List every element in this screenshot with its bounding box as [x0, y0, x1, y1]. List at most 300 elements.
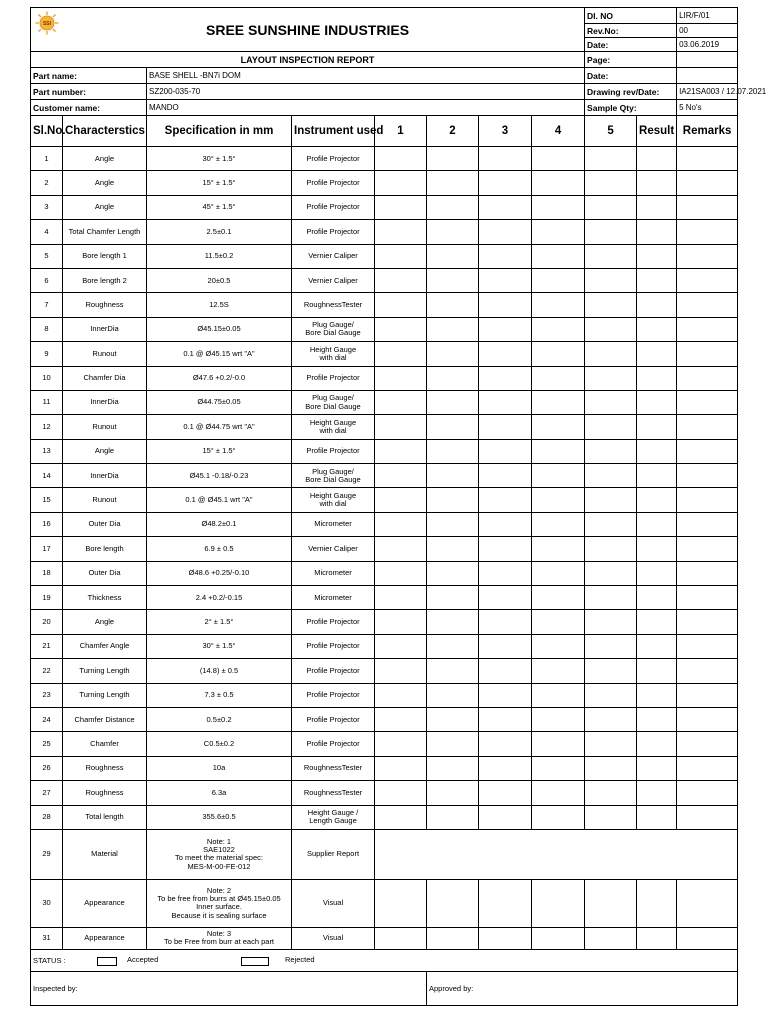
reading-cell[interactable]: [637, 707, 677, 731]
reading-cell[interactable]: [677, 244, 738, 268]
table-row: [31, 293, 738, 317]
reading-cell[interactable]: [532, 195, 585, 219]
table-row: [31, 659, 738, 683]
reading-cell[interactable]: [637, 634, 677, 658]
specification: 355.6±0.5: [147, 805, 292, 829]
reading-cell[interactable]: [427, 805, 479, 829]
characteristic: Roughness: [63, 756, 147, 780]
characteristic: Chamfer Dia: [63, 366, 147, 390]
reading-cell[interactable]: [479, 683, 532, 707]
part-value-1: SZ200-035-70: [147, 84, 585, 100]
specification: 0.1 @ Ø44.75 wrt "A": [147, 415, 292, 439]
part-label-1: Part number:: [31, 84, 147, 100]
specification: 2° ± 1.5°: [147, 610, 292, 634]
reading-cell[interactable]: [532, 220, 585, 244]
reading-cell[interactable]: [532, 268, 585, 292]
reading-cell[interactable]: [585, 561, 637, 585]
table-row: [31, 829, 738, 879]
reading-cell[interactable]: [637, 464, 677, 488]
reading-cell[interactable]: [585, 610, 637, 634]
specification: 6.9 ± 0.5: [147, 537, 292, 561]
reading-cell[interactable]: [585, 195, 637, 219]
reading-cell[interactable]: [427, 512, 479, 536]
reading-cell[interactable]: [677, 415, 738, 439]
specification: 6.3a: [147, 781, 292, 805]
reading-cell[interactable]: [637, 683, 677, 707]
reading-cell[interactable]: [479, 268, 532, 292]
reading-cell[interactable]: [532, 586, 585, 610]
sl-no: 19: [31, 586, 63, 610]
specification: 20±0.5: [147, 268, 292, 292]
sl-no: 6: [31, 268, 63, 292]
reading-cell[interactable]: [637, 439, 677, 463]
instrument: Profile Projector: [292, 610, 375, 634]
reading-cell[interactable]: [532, 683, 585, 707]
reading-cell[interactable]: [532, 927, 585, 949]
specification: 15° ± 1.5°: [147, 171, 292, 195]
reading-cell[interactable]: [637, 537, 677, 561]
instrument: Profile Projector: [292, 147, 375, 171]
reading-cell[interactable]: [479, 634, 532, 658]
reading-cell[interactable]: [375, 171, 427, 195]
reading-cell[interactable]: [585, 659, 637, 683]
reading-cell[interactable]: [427, 171, 479, 195]
reading-cell[interactable]: [637, 415, 677, 439]
table-row: [31, 561, 738, 585]
reading-cell[interactable]: [585, 732, 637, 756]
reading-cell[interactable]: [479, 561, 532, 585]
reading-cell[interactable]: [532, 610, 585, 634]
reading-cell[interactable]: [585, 683, 637, 707]
reading-cell[interactable]: [375, 781, 427, 805]
reading-cell[interactable]: [585, 805, 637, 829]
status-label: STATUS :: [33, 955, 66, 965]
reading-cell[interactable]: [427, 634, 479, 658]
reading-cell[interactable]: [479, 195, 532, 219]
reading-cell[interactable]: [479, 342, 532, 366]
reading-cell[interactable]: [427, 488, 479, 512]
specification: Note: 1 SAE1022 To meet the material spec: MES-M-00-FE-012: [147, 829, 292, 879]
reading-cell[interactable]: [375, 439, 427, 463]
doc-label-6: Sample Qty:: [585, 100, 677, 116]
reading-cell[interactable]: [427, 683, 479, 707]
reading-cell[interactable]: [585, 366, 637, 390]
reading-cell[interactable]: [375, 634, 427, 658]
reading-cell[interactable]: [677, 634, 738, 658]
reading-cell[interactable]: [532, 171, 585, 195]
reading-cell[interactable]: [637, 293, 677, 317]
reading-cell[interactable]: [427, 317, 479, 341]
reading-cell[interactable]: [532, 366, 585, 390]
reading-cell[interactable]: [427, 390, 479, 414]
table-row: [31, 756, 738, 780]
reading-cell[interactable]: [532, 879, 585, 927]
reading-cell[interactable]: [677, 293, 738, 317]
reading-cell[interactable]: [532, 147, 585, 171]
reading-cell[interactable]: [427, 244, 479, 268]
reading-cell[interactable]: [427, 561, 479, 585]
reading-cell[interactable]: [637, 366, 677, 390]
reading-cell[interactable]: [637, 732, 677, 756]
reading-cell[interactable]: [637, 342, 677, 366]
characteristic: Appearance: [63, 927, 147, 949]
sl-no: 13: [31, 439, 63, 463]
reading-cell[interactable]: [375, 366, 427, 390]
characteristic: Chamfer Distance: [63, 707, 147, 731]
reading-cell[interactable]: [479, 610, 532, 634]
instrument: Vernier Caliper: [292, 244, 375, 268]
reading-cell[interactable]: [585, 781, 637, 805]
reading-cell[interactable]: [532, 707, 585, 731]
table-row: [31, 488, 738, 512]
reading-cell[interactable]: [585, 342, 637, 366]
reading-cell[interactable]: [677, 512, 738, 536]
reading-cell[interactable]: [637, 195, 677, 219]
reading-cell[interactable]: [375, 683, 427, 707]
sl-no: 4: [31, 220, 63, 244]
reading-cell[interactable]: [585, 927, 637, 949]
specification: 0.1 @ Ø45.15 wrt "A": [147, 342, 292, 366]
characteristic: Runout: [63, 488, 147, 512]
reading-cell[interactable]: [427, 781, 479, 805]
reading-cell[interactable]: [375, 512, 427, 536]
svg-text:SSI: SSI: [42, 20, 52, 27]
specification: 11.5±0.2: [147, 244, 292, 268]
table-row: [31, 805, 738, 829]
reading-cell[interactable]: [532, 634, 585, 658]
reading-cell[interactable]: [427, 732, 479, 756]
characteristic: InnerDia: [63, 390, 147, 414]
reading-cell[interactable]: [479, 390, 532, 414]
reading-cell[interactable]: [375, 220, 427, 244]
characteristic: Appearance: [63, 879, 147, 927]
reading-cell[interactable]: [677, 781, 738, 805]
reading-cell[interactable]: [532, 561, 585, 585]
sl-no: 2: [31, 171, 63, 195]
reading-cell[interactable]: [375, 464, 427, 488]
reading-cell[interactable]: [585, 220, 637, 244]
doc-label-5: Drawing rev/Date:: [585, 84, 677, 100]
table-row: [31, 390, 738, 414]
reading-cell[interactable]: [677, 366, 738, 390]
characteristic: Outer Dia: [63, 561, 147, 585]
reading-cell[interactable]: [479, 537, 532, 561]
reading-cell[interactable]: [677, 732, 738, 756]
reading-cell[interactable]: [677, 683, 738, 707]
reading-cell[interactable]: [532, 805, 585, 829]
doc-value-4: [677, 68, 738, 84]
reading-cell[interactable]: [375, 732, 427, 756]
reading-cell[interactable]: [637, 659, 677, 683]
reading-cell[interactable]: [677, 147, 738, 171]
doc-label-0: DI. NO: [585, 8, 677, 24]
reading-cell[interactable]: [585, 756, 637, 780]
reading-cell[interactable]: [427, 879, 479, 927]
reading-cell[interactable]: [585, 439, 637, 463]
reading-cell[interactable]: [677, 464, 738, 488]
instrument: Height Gauge / Length Gauge: [292, 805, 375, 829]
instrument: Micrometer: [292, 512, 375, 536]
specification: 30° ± 1.5°: [147, 634, 292, 658]
reading-cell[interactable]: [427, 293, 479, 317]
reading-cell[interactable]: [637, 756, 677, 780]
reading-cell[interactable]: [532, 317, 585, 341]
reading-cell[interactable]: [677, 659, 738, 683]
reading-cell[interactable]: [479, 659, 532, 683]
reading-cell[interactable]: [677, 756, 738, 780]
reading-cell[interactable]: [637, 268, 677, 292]
reading-cell[interactable]: [677, 488, 738, 512]
instrument: Micrometer: [292, 586, 375, 610]
reading-cell[interactable]: [479, 464, 532, 488]
table-row: [31, 537, 738, 561]
reading-cell[interactable]: [479, 366, 532, 390]
reading-cell[interactable]: [677, 390, 738, 414]
reading-cell[interactable]: [375, 317, 427, 341]
reading-cell[interactable]: [532, 488, 585, 512]
reading-cell[interactable]: [677, 439, 738, 463]
reading-cell[interactable]: [375, 342, 427, 366]
reading-cell[interactable]: [375, 488, 427, 512]
reading-cell[interactable]: [677, 195, 738, 219]
reading-cell[interactable]: [677, 879, 738, 927]
reading-cell[interactable]: [375, 805, 427, 829]
reading-cell[interactable]: [427, 464, 479, 488]
company-header: [31, 8, 585, 52]
reading-cell[interactable]: [375, 659, 427, 683]
reading-cell[interactable]: [427, 220, 479, 244]
reading-cell[interactable]: [532, 464, 585, 488]
reading-cell[interactable]: [375, 268, 427, 292]
reading-cell[interactable]: [585, 879, 637, 927]
reading-cell[interactable]: [427, 415, 479, 439]
reading-cell[interactable]: [479, 293, 532, 317]
reading-cell[interactable]: [479, 512, 532, 536]
reading-cell[interactable]: [532, 756, 585, 780]
rejected-label: Rejected: [285, 954, 315, 964]
reading-cell[interactable]: [637, 512, 677, 536]
reading-cell[interactable]: [375, 195, 427, 219]
reading-cell[interactable]: [677, 561, 738, 585]
reading-cell[interactable]: [479, 147, 532, 171]
reading-cell[interactable]: [427, 707, 479, 731]
reading-cell[interactable]: [479, 732, 532, 756]
inspected-by: Inspected by:: [31, 971, 427, 1005]
table-row: [31, 317, 738, 341]
reading-cell[interactable]: [375, 610, 427, 634]
characteristic: Chamfer Angle: [63, 634, 147, 658]
reading-cell[interactable]: [677, 171, 738, 195]
reading-cell[interactable]: [585, 586, 637, 610]
reading-cell[interactable]: [427, 610, 479, 634]
reading-cell[interactable]: [677, 805, 738, 829]
column-header: Result: [637, 116, 677, 147]
reading-cell[interactable]: [677, 707, 738, 731]
reading-cell[interactable]: [479, 317, 532, 341]
reading-cell[interactable]: [375, 927, 427, 949]
characteristic: Angle: [63, 147, 147, 171]
instrument: Micrometer: [292, 561, 375, 585]
doc-value-1: 00: [677, 24, 738, 38]
reading-cell[interactable]: [585, 171, 637, 195]
reading-cell[interactable]: [637, 561, 677, 585]
reading-cell[interactable]: [677, 268, 738, 292]
reading-cell[interactable]: [585, 293, 637, 317]
reading-cell[interactable]: [532, 781, 585, 805]
reading-cell[interactable]: [637, 171, 677, 195]
specification: 2.5±0.1: [147, 220, 292, 244]
reading-cell[interactable]: [585, 488, 637, 512]
reading-cell[interactable]: [375, 707, 427, 731]
reading-cell[interactable]: [637, 317, 677, 341]
reading-cell[interactable]: [479, 439, 532, 463]
reading-cell[interactable]: [585, 147, 637, 171]
column-header: 3: [479, 116, 532, 147]
reading-cell[interactable]: [479, 707, 532, 731]
reading-cell[interactable]: [677, 317, 738, 341]
reading-cell[interactable]: [637, 781, 677, 805]
company-name: SREE SUNSHINE INDUSTRIES: [206, 21, 410, 38]
characteristic: InnerDia: [63, 317, 147, 341]
reading-cell[interactable]: [479, 756, 532, 780]
reading-cell[interactable]: [637, 244, 677, 268]
doc-label-1: Rev.No:: [585, 24, 677, 38]
reading-cell[interactable]: [427, 537, 479, 561]
instrument: Profile Projector: [292, 366, 375, 390]
reading-cell[interactable]: [375, 415, 427, 439]
reading-cell[interactable]: [427, 366, 479, 390]
reading-cell[interactable]: [427, 147, 479, 171]
reading-cell[interactable]: [375, 293, 427, 317]
sl-no: 12: [31, 415, 63, 439]
reading-cell[interactable]: [479, 171, 532, 195]
reading-cell[interactable]: [532, 390, 585, 414]
instrument: Visual: [292, 879, 375, 927]
reading-cell[interactable]: [479, 805, 532, 829]
reading-cell[interactable]: [375, 879, 427, 927]
reading-cell[interactable]: [637, 147, 677, 171]
specification: 0.1 @ Ø45.1 wrt "A": [147, 488, 292, 512]
reading-cell[interactable]: [532, 537, 585, 561]
reading-cell[interactable]: [585, 244, 637, 268]
reading-cell[interactable]: [585, 464, 637, 488]
reading-cell[interactable]: [585, 707, 637, 731]
reading-cell[interactable]: [375, 756, 427, 780]
reading-cell[interactable]: [532, 293, 585, 317]
reading-cell[interactable]: [585, 634, 637, 658]
instrument: Profile Projector: [292, 659, 375, 683]
reading-cell[interactable]: [637, 220, 677, 244]
doc-label-2: Date:: [585, 38, 677, 52]
reading-cell[interactable]: [375, 537, 427, 561]
reading-cell[interactable]: [375, 561, 427, 585]
specification: 10a: [147, 756, 292, 780]
reading-cell[interactable]: [427, 195, 479, 219]
reading-cell[interactable]: [637, 586, 677, 610]
reading-cell[interactable]: [479, 220, 532, 244]
reading-cell[interactable]: [585, 390, 637, 414]
specification: C0.5±0.2: [147, 732, 292, 756]
reading-cell[interactable]: [427, 586, 479, 610]
reading-cell[interactable]: [637, 805, 677, 829]
reading-cell[interactable]: [637, 610, 677, 634]
instrument: Vernier Caliper: [292, 537, 375, 561]
reading-cell[interactable]: [637, 488, 677, 512]
reading-cell[interactable]: [479, 586, 532, 610]
reading-cell[interactable]: [479, 415, 532, 439]
reading-cell[interactable]: [585, 537, 637, 561]
doc-value-3: [677, 52, 738, 68]
instrument: Profile Projector: [292, 439, 375, 463]
doc-label-4: Date:: [585, 68, 677, 84]
reading-cell[interactable]: [427, 927, 479, 949]
reading-cell[interactable]: [677, 586, 738, 610]
specification: 7.3 ± 0.5: [147, 683, 292, 707]
report-title: LAYOUT INSPECTION REPORT: [31, 52, 585, 68]
inspection-sheet: [30, 7, 767, 1006]
reading-cell[interactable]: [427, 268, 479, 292]
reading-cell[interactable]: [375, 390, 427, 414]
reading-cell[interactable]: [427, 659, 479, 683]
reading-cell[interactable]: [479, 244, 532, 268]
reading-cell[interactable]: [637, 879, 677, 927]
reading-cell[interactable]: [375, 147, 427, 171]
reading-cell[interactable]: [585, 317, 637, 341]
reading-cell[interactable]: [677, 927, 738, 949]
characteristic: Outer Dia: [63, 512, 147, 536]
accepted-label: Accepted: [127, 954, 159, 964]
characteristic: Bore length 1: [63, 244, 147, 268]
reading-cell[interactable]: [532, 439, 585, 463]
reading-cell[interactable]: [585, 512, 637, 536]
reading-cell[interactable]: [532, 244, 585, 268]
reading-cell[interactable]: [585, 268, 637, 292]
reading-cell[interactable]: [479, 488, 532, 512]
specification: Ø47.6 +0.2/-0.0: [147, 366, 292, 390]
reading-cell[interactable]: [585, 415, 637, 439]
table-row: [31, 244, 738, 268]
reading-cell[interactable]: [479, 879, 532, 927]
reading-cell[interactable]: [479, 927, 532, 949]
reading-cell[interactable]: [532, 512, 585, 536]
reading-cell[interactable]: [677, 610, 738, 634]
specification: Note: 3 To be Free from burr at each part: [147, 927, 292, 949]
reading-cell[interactable]: [375, 244, 427, 268]
sl-no: 7: [31, 293, 63, 317]
reading-cell[interactable]: [677, 342, 738, 366]
reading-cell[interactable]: [637, 390, 677, 414]
reading-cell[interactable]: [427, 756, 479, 780]
reading-cell[interactable]: [375, 586, 427, 610]
table-row: [31, 586, 738, 610]
reading-cell[interactable]: [532, 659, 585, 683]
reading-cell[interactable]: [637, 927, 677, 949]
reading-cell[interactable]: [375, 829, 738, 879]
reading-cell[interactable]: [532, 342, 585, 366]
accepted-checkbox[interactable]: [97, 957, 117, 966]
reading-cell[interactable]: [677, 220, 738, 244]
characteristic: Bore length 2: [63, 268, 147, 292]
reading-cell[interactable]: [427, 439, 479, 463]
reading-cell[interactable]: [427, 342, 479, 366]
reading-cell[interactable]: [532, 732, 585, 756]
characteristic: Roughness: [63, 781, 147, 805]
rejected-checkbox[interactable]: [241, 957, 269, 966]
reading-cell[interactable]: [677, 537, 738, 561]
reading-cell[interactable]: [532, 415, 585, 439]
reading-cell[interactable]: [479, 781, 532, 805]
instrument: Height Gauge with dial: [292, 415, 375, 439]
